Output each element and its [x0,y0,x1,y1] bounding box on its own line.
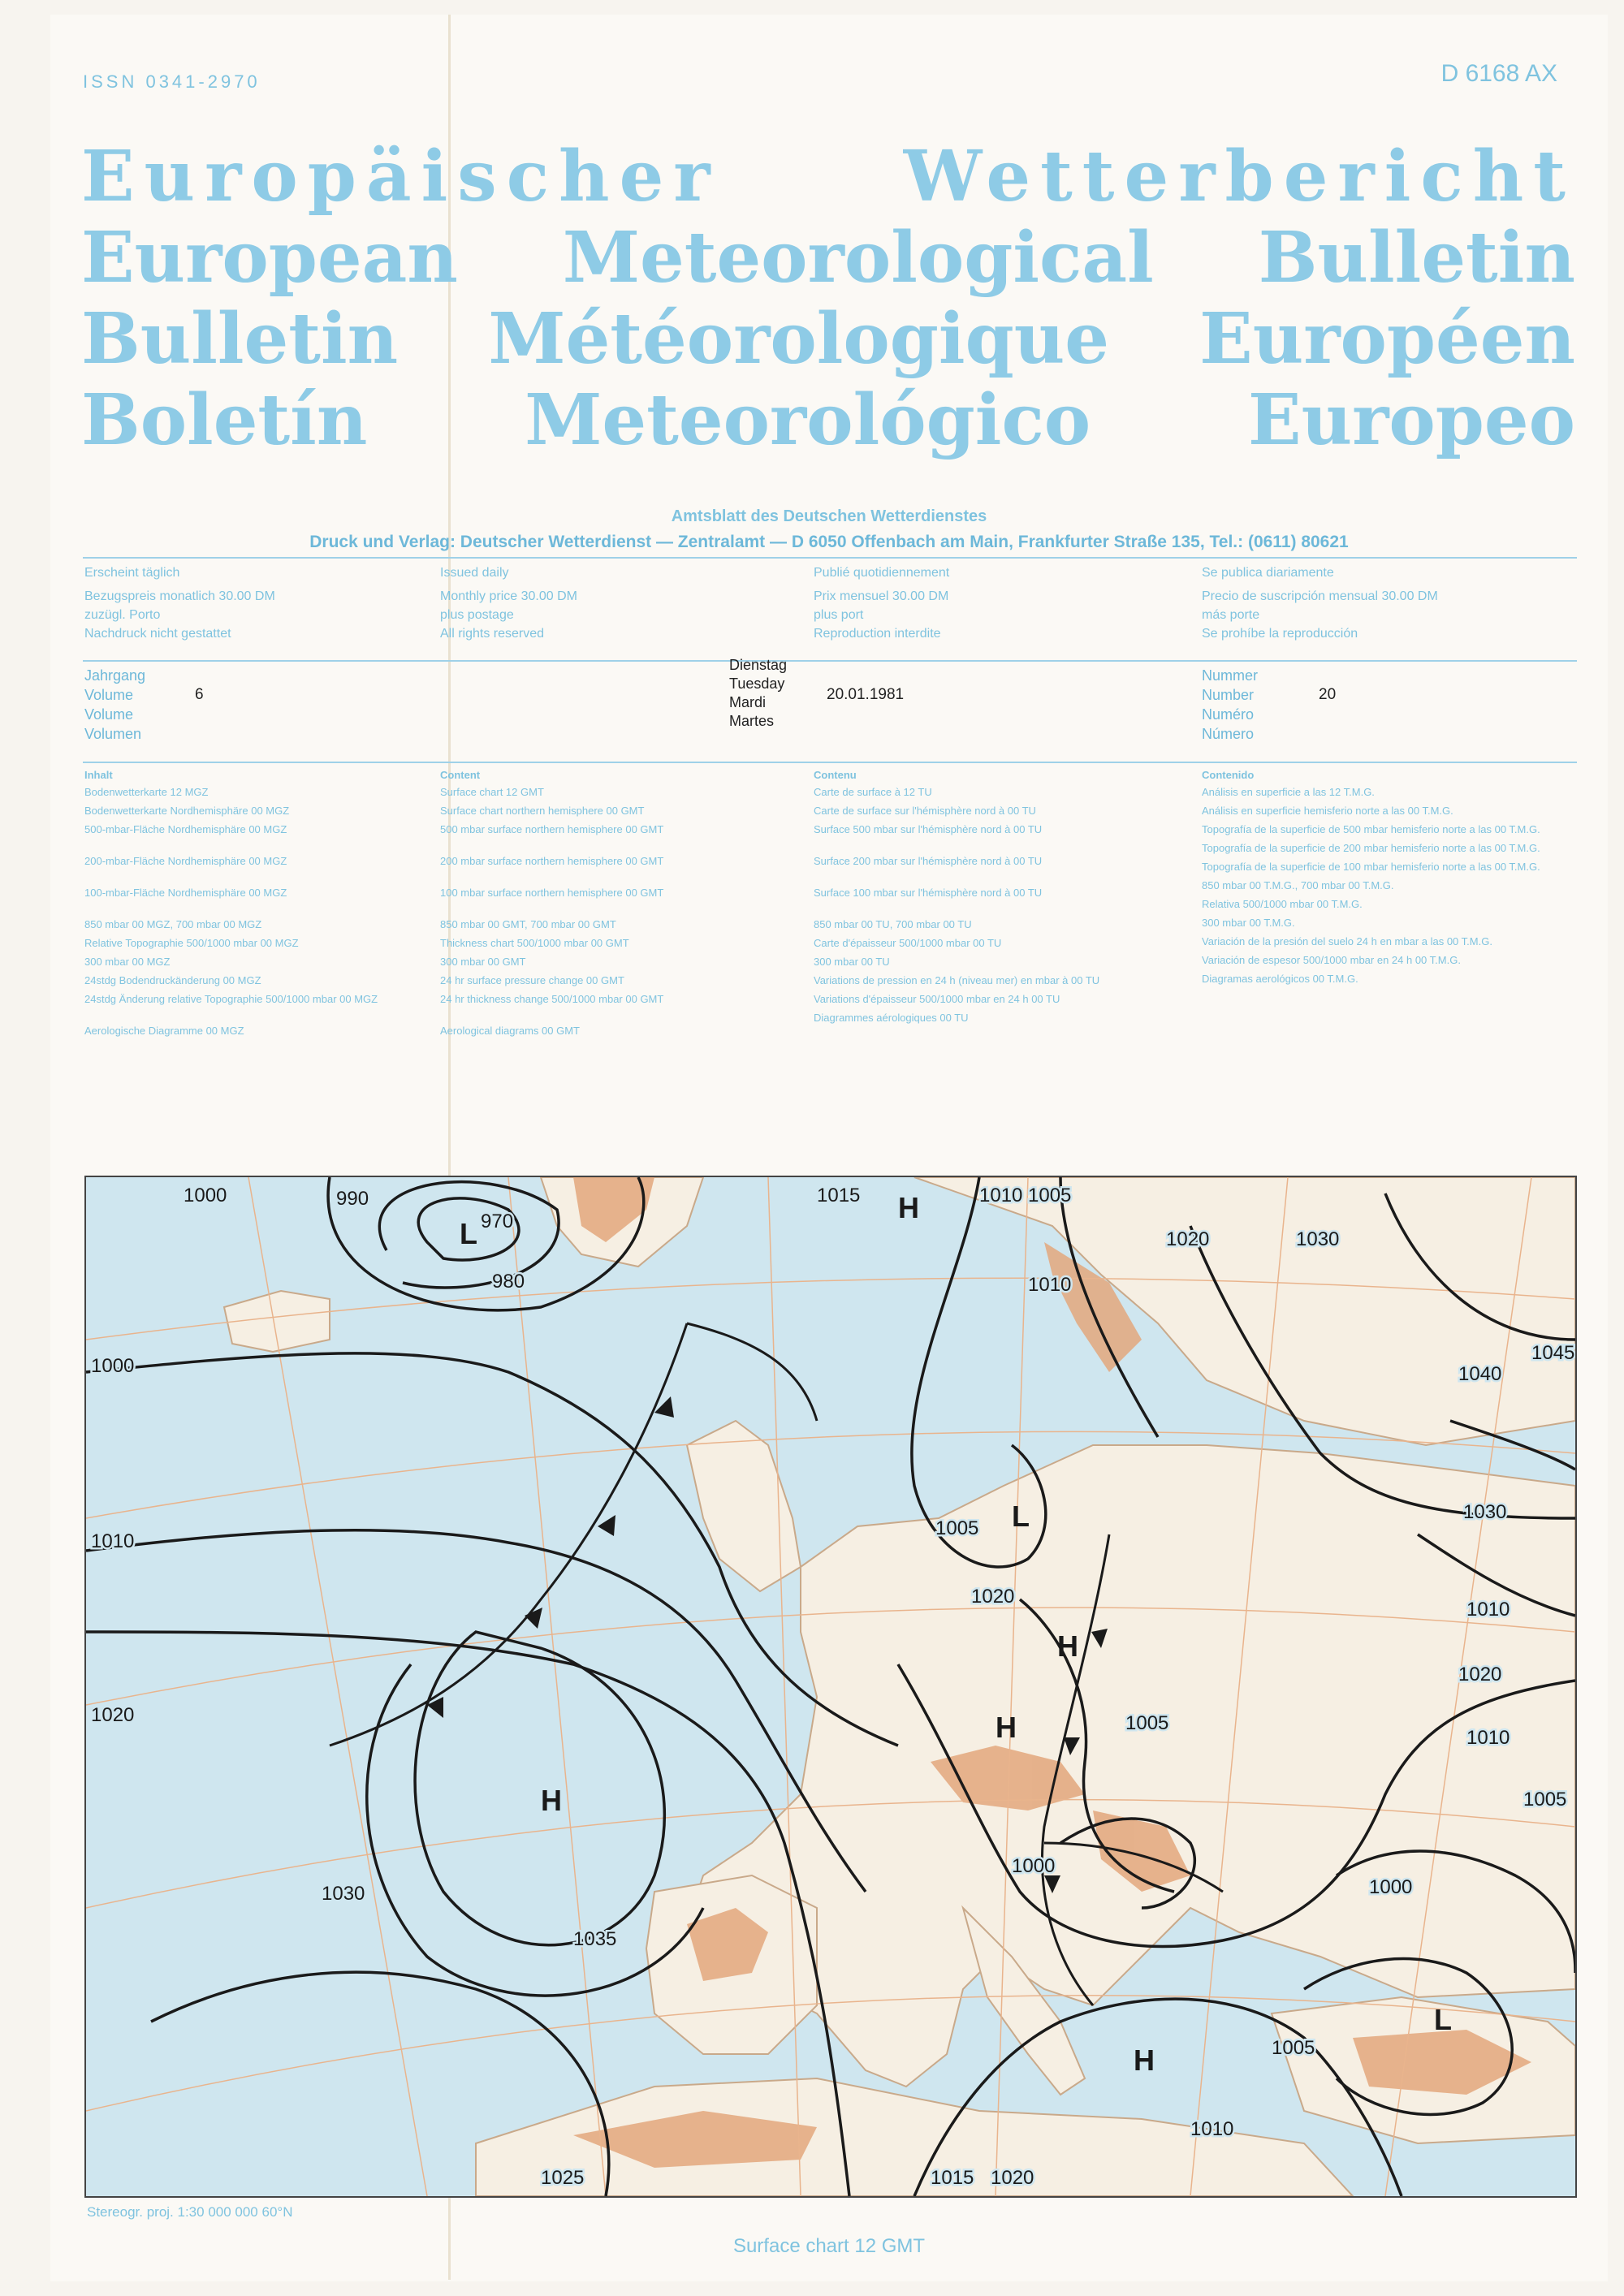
isobar-label: 1000 [91,1355,135,1377]
issn: ISSN 0341-2970 [83,71,261,92]
title-word: Meteorological [562,217,1154,299]
subscription-text: Prix mensuel 30.00 DM [814,589,949,603]
isobar-label: 1025 [541,2167,585,2189]
surface-chart-map [84,1176,1577,2198]
contents-item: Carte de surface sur l'hémisphère nord à 00 TU [814,805,1036,817]
title-word: Bulletin [81,298,399,380]
isobar-label: 1020 [971,1586,1015,1608]
title-word: Bulletin [1258,217,1575,299]
isobar-label: 1020 [1458,1664,1502,1685]
map-svg [86,1177,1575,2196]
issue-number: 20 [1319,686,1337,703]
weekday-label: Tuesday [729,675,785,692]
contents-item: Topografía de la superficie de 500 mbar hemisferio norte a las 00 T.M.G. [1202,823,1540,835]
title-word: Européen [1199,298,1575,380]
meridian-line [508,1177,606,2196]
contents-item: Análisis en superficie a las 12 T.M.G. [1202,786,1375,798]
isobar-label: 1005 [1125,1712,1169,1734]
contents-item: 850 mbar 00 T.M.G., 700 mbar 00 T.M.G. [1202,879,1394,891]
bulletin-page [50,15,1608,2281]
contents-item: Variación de espesor 500/1000 mbar en 24 h 00 T.M.G. [1202,954,1461,966]
isobar-label: 1035 [573,1928,617,1950]
contents-item: Thickness chart 500/1000 mbar 00 GMT [440,937,629,949]
volume-label: Jahrgang [84,667,146,684]
title-word: Météorologique [488,298,1109,380]
contents-item: 850 mbar 00 GMT, 700 mbar 00 GMT [440,918,616,930]
title-word: Boletín [81,379,368,461]
contents-item: 300 mbar 00 TU [814,956,890,968]
high-center: H [996,1711,1017,1744]
subscription-es [1202,563,1438,643]
subscription-text: plus postage [440,608,514,622]
contents-heading: Inhalt [84,769,113,781]
weekday-labels [729,656,787,731]
contents-item: Diagramas aerológicos 00 T.M.G. [1202,973,1358,985]
weekday-label: Dienstag [729,657,788,673]
contents-de [84,768,417,1042]
isobar-label: 1005 [1272,2037,1315,2059]
low-center: L [460,1217,477,1250]
cold-front-triangle [598,1515,615,1536]
contents-item: 100-mbar-Fläche Nordhemisphäre 00 MGZ [84,887,287,899]
isobar-label: 1040 [1458,1363,1502,1385]
subscription-text: Publié quotidiennement [814,566,950,580]
document-number: D 6168 AX [1440,60,1557,87]
contents-item: 300 mbar 00 GMT [440,956,526,968]
subscription-text: Erscheint täglich [84,566,180,580]
contents-item: Surface 100 mbar sur l'hémisphère nord à 00 TU [814,887,1043,899]
contents-item: Topografía de la superficie de 200 mbar hemisferio norte a las 00 T.M.G. [1202,842,1540,854]
contents-item: Surface chart northern hemisphere 00 GMT [440,805,645,817]
volume-labels [84,666,145,744]
isobar-label: 980 [492,1271,525,1293]
contents-item: Diagrammes aérologiques 00 TU [814,1012,969,1024]
number-label: Number [1202,687,1255,703]
low-center: L [1012,1500,1030,1533]
contents-item: Variación de la presión del suelo 24 h en mbar a las 00 T.M.G. [1202,935,1492,947]
number-labels [1202,666,1258,744]
divider [83,762,1577,763]
contents-item: 500 mbar surface northern hemisphere 00 GMT [440,823,664,835]
contents-item: Carte de surface à 12 TU [814,786,932,798]
contents-item: 850 mbar 00 MGZ, 700 mbar 00 MGZ [84,918,262,930]
isobar-label: 1010 [1028,1274,1072,1296]
contents-item: Aerological diagrams 00 GMT [440,1025,580,1037]
weekday-label: Mardi [729,694,767,710]
contents-item: Relative Topographie 500/1000 mbar 00 MGZ [84,937,299,949]
isobar-label: 1020 [991,2167,1034,2189]
subscription-text: Precio de suscripción mensual 30.00 DM [1202,589,1438,603]
isobar-label: 1015 [817,1185,861,1206]
subscription-text: Nachdruck nicht gestattet [84,627,231,641]
isobar-label: 1000 [1369,1876,1413,1898]
contents-item: Bodenwetterkarte 12 MGZ [84,786,209,798]
isobar-label: 1005 [935,1517,979,1539]
isobar [415,1632,664,1945]
subscription-text: Issued daily [440,566,509,580]
isobar-label: 1030 [1463,1501,1507,1523]
contents-item: Topografía de la superficie de 100 mbar hemisferio norte a las 00 T.M.G. [1202,861,1540,873]
contents-item: Surface 200 mbar sur l'hémisphère nord à 00 TU [814,855,1043,867]
title-word: Meteorológico [525,379,1091,461]
contents-heading: Content [440,769,481,781]
isobar-label: 1005 [1028,1185,1072,1206]
contents-item: Carte d'épaisseur 500/1000 mbar 00 TU [814,937,1002,949]
contents-fr [814,768,1171,1029]
weekday-label: Martes [729,713,775,729]
chart-caption: Surface chart 12 GMT [732,2235,926,2257]
number-label: Nummer [1202,667,1259,684]
high-center: H [1057,1629,1078,1663]
contents-item: 200 mbar surface northern hemisphere 00 GMT [440,855,664,867]
contents-item: Variations de pression en 24 h (niveau mer) en mbar à 00 TU [814,974,1100,986]
contents-item: Aerologische Diagramme 00 MGZ [84,1025,244,1037]
low-center: L [1434,2003,1452,2036]
volume-label: Volume [84,706,134,723]
contents-item: 24 hr thickness change 500/1000 mbar 00 GMT [440,993,664,1005]
high-center: H [1134,2044,1155,2077]
subscription-text: Bezugspreis monatlich 30.00 DM [84,589,275,603]
title-spanish [81,380,1575,461]
british-isles-land [687,1421,801,1591]
isobar-label: 1015 [931,2167,974,2189]
contents-item: 300 mbar 00 MGZ [84,956,171,968]
isobar-label: 1030 [322,1883,365,1905]
isobar-label: 970 [481,1211,514,1232]
contents-heading: Contenido [1202,769,1255,781]
subscription-fr [814,563,949,643]
contents-en [440,768,781,1042]
divider [83,557,1577,559]
contents-item: 100 mbar surface northern hemisphere 00 GMT [440,887,664,899]
title-word: European [81,217,458,299]
isobar-label: 1010 [91,1530,135,1552]
number-label: Numéro [1202,706,1255,723]
volume-label: Volumen [84,726,142,742]
subscription-text: All rights reserved [440,627,545,641]
isobar-label: 1010 [1466,1599,1510,1621]
contents-item: 24stdg Bodendruckänderung 00 MGZ [84,974,261,986]
divider [83,660,1577,662]
isobar-label: 1020 [1166,1228,1210,1250]
contents-item: Variations d'épaisseur 500/1000 mbar en 24 h 00 TU [814,993,1060,1005]
contents-item: 24stdg Änderung relative Topographie 500/1000 mbar 00 MGZ [84,993,378,1005]
contents-item: Relativa 500/1000 mbar 00 T.M.G. [1202,898,1363,910]
projection-note: Stereogr. proj. 1:30 000 000 60°N [87,2204,293,2220]
subscription-text: Se publica diariamente [1202,566,1334,580]
contents-item: Análisis en superficie hemisferio norte a las 00 T.M.G. [1202,805,1453,817]
subscription-text: Reproduction interdite [814,627,941,641]
contents-item: 24 hr surface pressure change 00 GMT [440,974,624,986]
contents-item: 300 mbar 00 T.M.G. [1202,917,1295,929]
title-english [81,218,1575,299]
title-word: Europäischer [81,136,720,218]
publisher-line: Druck und Verlag: Deutscher Wetterdienst — Zentralamt — D 6050 Offenbach am Main, Frankfurter Straße 135, Tel.: (0611) 80621 [309,533,1349,551]
contents-item: Surface 500 mbar sur l'hémisphère nord à 00 TU [814,823,1043,835]
isobar-label: 1000 [184,1185,227,1206]
high-center: H [898,1191,919,1224]
subscription-text: zuzügl. Porto [84,608,161,622]
official-gazette-line: Amtsblatt des Deutschen Wetterdienstes [671,507,987,525]
title-french [81,299,1575,380]
volume-label: Volume [84,687,134,703]
volume-value: 6 [195,686,204,703]
contents-item: 850 mbar 00 TU, 700 mbar 00 TU [814,918,972,930]
number-label: Número [1202,726,1255,742]
subscription-text: plus port [814,608,864,622]
subscription-text: Se prohíbe la reproducción [1202,627,1358,641]
high-center: H [541,1784,562,1817]
isobar-label: 1010 [1466,1727,1510,1749]
isobar-label: 990 [336,1188,369,1210]
contents-es [1202,768,1575,990]
subscription-text: Monthly price 30.00 DM [440,589,577,603]
subscription-en [440,563,577,643]
title-word: Wetterbericht [903,136,1575,218]
contents-item: 200-mbar-Fläche Nordhemisphäre 00 MGZ [84,855,287,867]
subscription-de [84,563,275,643]
occluded-front [687,1323,817,1421]
isobar-label: 1045 [1531,1342,1575,1364]
isobar-label: 1010 [1190,2118,1234,2140]
isobar-label: 1030 [1296,1228,1340,1250]
meridian-line [248,1177,427,2196]
title-german [81,136,1575,218]
isobar-label: 1010 [979,1185,1023,1206]
subscription-text: más porte [1202,608,1260,622]
title-block [81,136,1575,461]
isobar-label: 1000 [1012,1855,1056,1877]
contents-heading: Contenu [814,769,857,781]
isobar-label: 1005 [1523,1789,1567,1810]
cold-front [330,1323,687,1746]
contents-item: Bodenwetterkarte Nordhemisphäre 00 MGZ [84,805,290,817]
isobar [86,1530,866,1892]
isobar-label: 1020 [91,1704,135,1726]
title-word: Europeo [1248,379,1575,461]
contents-item: 500-mbar-Fläche Nordhemisphäre 00 MGZ [84,823,287,835]
issue-date: 20.01.1981 [827,686,905,703]
contents-item: Surface chart 12 GMT [440,786,544,798]
